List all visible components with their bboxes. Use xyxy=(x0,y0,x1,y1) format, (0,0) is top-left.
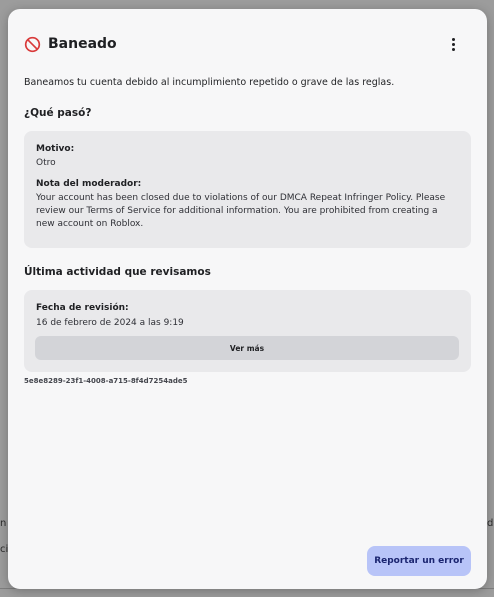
report-error-button[interactable]: Reportar un error xyxy=(367,546,471,576)
more-options-button[interactable] xyxy=(445,34,461,54)
ban-intro-text: Baneamos tu cuenta debido al incumplimiento repetido o grave de las reglas. xyxy=(24,77,395,88)
reason-value: Otro xyxy=(36,158,56,168)
more-vertical-icon xyxy=(452,38,455,41)
modal-title: Baneado xyxy=(48,36,117,52)
ban-reference-id: 5e8e8289-23f1-4008-a715-8f4d7254ade5 xyxy=(24,377,188,385)
reason-label: Motivo: xyxy=(36,144,75,154)
background-text-fragment: ci xyxy=(0,544,9,555)
last-activity-card xyxy=(24,290,471,372)
modal-header xyxy=(24,34,471,54)
review-date-value: 16 de febrero de 2024 a las 9:19 xyxy=(36,318,184,328)
review-date-label: Fecha de revisión: xyxy=(36,303,129,313)
moderator-note-value: Your account has been closed due to violations of our DMCA Repeat Infringer Policy. Please review our Terms of Service for additional information. You are prohibited from creating a new account on Roblox. xyxy=(36,193,446,229)
ban-icon xyxy=(24,36,41,53)
ban-details-card xyxy=(24,131,471,248)
what-happened-heading: ¿Qué pasó? xyxy=(24,107,92,119)
ban-modal xyxy=(8,9,487,589)
last-activity-heading: Última actividad que revisamos xyxy=(24,266,211,278)
background-text-fragment: n xyxy=(0,518,7,529)
see-more-button[interactable]: Ver más xyxy=(35,336,459,360)
background-text-fragment: d xyxy=(487,518,494,529)
moderator-note-label: Nota del moderador: xyxy=(36,179,142,189)
